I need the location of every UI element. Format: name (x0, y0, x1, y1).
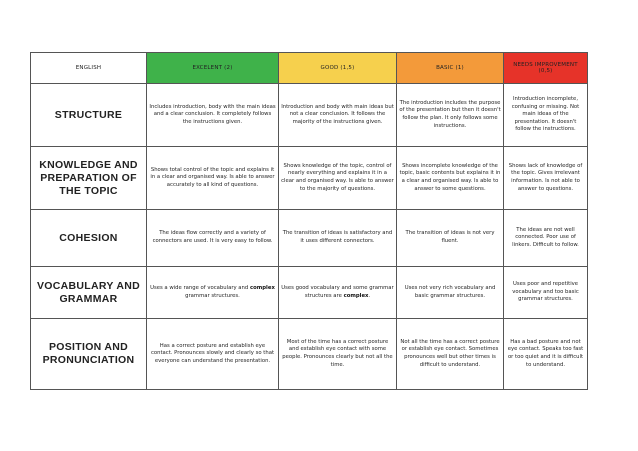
criterion-knowledge: KNOWLEDGE AND PREPARATION OF THE TOPIC (31, 147, 147, 210)
cell-needs-improvement: Has a bad posture and not eye contact. Speaks too fast or too quiet and it is difficult to understand. (504, 319, 588, 390)
cell-text: grammar structures. (185, 292, 240, 299)
cell-needs-improvement: Introduction incomplete, confusing or missing. Not main ideas of the presentation. It doesn't follow the instructions. (504, 84, 588, 147)
table-row (31, 267, 588, 319)
cell-bold-text: complex (249, 284, 275, 291)
cell-excellent: The ideas flow correctly and a variety of connectors are used. It is very easy to follow. (147, 210, 279, 267)
cell-needs-improvement: Uses poor and repetitive vocabulary and too basic grammar structures. (504, 267, 588, 319)
table-row (31, 84, 588, 147)
cell-good (279, 267, 397, 319)
cell-text: Uses a wide range of vocabulary and (150, 284, 249, 291)
header-needs-improvement: NEEDS IMPROVEMENT (0,5) (504, 53, 588, 84)
criterion-vocabulary: VOCABULARY AND GRAMMAR (31, 267, 147, 319)
header-row (31, 53, 588, 84)
cell-excellent: Includes introduction, body with the main ideas and a clear conclusion. It completely follows the instructions given. (147, 84, 279, 147)
criterion-position: POSITION AND PRONUNCIATION (31, 319, 147, 390)
cell-good: Most of the time has a correct posture and establish eye contact with some people. Pronounces clearly but not all the time. (279, 319, 397, 390)
criterion-cohesion: COHESION (31, 210, 147, 267)
cell-text: Uses good vocabulary and some grammar structures are (281, 284, 394, 299)
criterion-structure: STRUCTURE (31, 84, 147, 147)
cell-basic: Uses not very rich vocabulary and basic grammar structures. (397, 267, 504, 319)
table-row (31, 319, 588, 390)
cell-excellent (147, 267, 279, 319)
cell-good: Shows knowledge of the topic, control of nearly everything and explains it in a clear and organised way. Is able to answer to the majority of questions. (279, 147, 397, 210)
cell-needs-improvement: Shows lack of knowledge of the topic. Gives irrelevant information. Is not able to answer to questions. (504, 147, 588, 210)
cell-basic: Not all the time has a correct posture or establish eye contact. Sometimes pronounces well but other times is difficult to understand. (397, 319, 504, 390)
header-excellent: EXCELENT (2) (147, 53, 279, 84)
header-basic: BASIC (1) (397, 53, 504, 84)
cell-good: The transition of ideas is satisfactory and it uses different connectors. (279, 210, 397, 267)
header-good: GOOD (1,5) (279, 53, 397, 84)
table-row (31, 210, 588, 267)
cell-excellent: Shows total control of the topic and explains it in a clear and organised way. Is able to answer accurately to all kind of questions. (147, 147, 279, 210)
cell-text: . (368, 292, 371, 299)
cell-excellent: Has a correct posture and establish eye contact. Pronounces slowly and clearly so that everyone can understand the presentation. (147, 319, 279, 390)
cell-basic: The transition of ideas is not very fluent. (397, 210, 504, 267)
table-row (31, 147, 588, 210)
cell-basic: The introduction includes the purpose of the presentation but then it doesn't follow the plan. It only follows some instructions. (397, 84, 504, 147)
cell-good: Introduction and body with main ideas but not a clear conclusion. It follows the majority of the instructions given. (279, 84, 397, 147)
header-subject: ENGLISH (31, 53, 147, 84)
cell-needs-improvement: The ideas are not well connected. Poor use of linkers. Difficult to follow. (504, 210, 588, 267)
cell-basic: Shows incomplete knowledge of the topic, basic contents but explains it in a clear and organised way. Is able to answer to some questions. (397, 147, 504, 210)
cell-bold-text: complex (343, 292, 369, 299)
rubric-table (30, 52, 588, 390)
